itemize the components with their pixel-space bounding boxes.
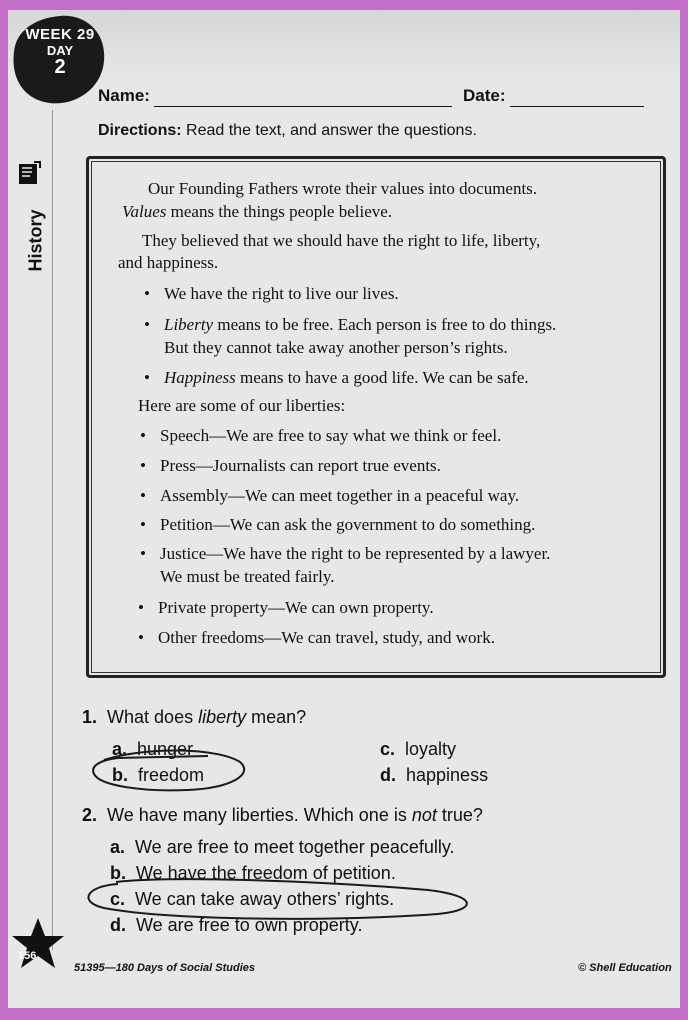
page-number: 156 <box>18 950 37 962</box>
bullet-happiness <box>164 367 529 389</box>
option-letter: c. <box>110 889 126 909</box>
bullet-liberty-cont: But they cannot take away another person’s rights. <box>164 338 508 357</box>
question-1 <box>82 707 306 728</box>
question-number: 2. <box>82 805 98 825</box>
liberty-petition: • Petition—We can ask the government to do something. <box>160 514 535 536</box>
text: true? <box>441 805 483 825</box>
badge-day-number: 2 <box>54 56 66 78</box>
question-number: 1. <box>82 707 98 727</box>
q1-option-c[interactable] <box>380 739 456 760</box>
option-letter: d. <box>380 765 396 785</box>
option-letter: a. <box>112 739 128 759</box>
q2-option-d[interactable] <box>110 915 362 936</box>
q2-option-a[interactable] <box>110 837 455 858</box>
option-text: We can take away others’ rights. <box>135 889 395 909</box>
option-text: We have the freedom of petition. <box>136 863 396 883</box>
option-letter: b. <box>110 863 126 883</box>
liberty-other: • Other freedoms—We can travel, study, and work. <box>158 627 495 649</box>
passage-p2-line1: They believed that we should have the right to life, liberty, <box>142 231 541 250</box>
passage-p2-line2: and happiness. <box>118 253 219 272</box>
text: means to have a good life. We can be safe. <box>240 368 529 387</box>
badge-day: DAY <box>46 43 74 58</box>
q1-option-d[interactable] <box>380 765 488 786</box>
date-label: Date: <box>463 86 506 105</box>
option-text: freedom <box>138 765 205 785</box>
emphasis: Liberty <box>164 315 214 334</box>
option-text: happiness <box>406 765 489 785</box>
option-letter: b. <box>112 765 128 785</box>
publisher: © Shell Education <box>578 962 672 974</box>
liberties-intro: Here are some of our liberties: <box>138 396 346 415</box>
liberty-property: • Private property—We can own property. <box>158 597 434 619</box>
passage-p1-line1: Our Founding Fathers wrote their values into documents. <box>148 179 538 198</box>
page-star-icon <box>10 916 66 972</box>
question-2 <box>82 805 483 826</box>
worksheet-page <box>8 10 680 1008</box>
directions <box>98 122 477 140</box>
book-code: 51395—180 Days of Social Studies <box>74 962 255 974</box>
text: mean? <box>251 707 307 727</box>
option-text: We are free to own property. <box>136 915 363 935</box>
option-text: We are free to meet together peacefully. <box>135 837 455 857</box>
passage-p1-line2 <box>122 201 392 223</box>
text: means the things people believe. <box>170 202 393 221</box>
bullet-liberty <box>164 314 556 336</box>
option-text: loyalty <box>405 739 457 759</box>
emphasis: Happiness <box>164 368 236 387</box>
liberty-justice: • Justice—We have the right to be represented by a lawyer. <box>160 543 550 565</box>
document-icon <box>16 160 42 186</box>
emphasis: liberty <box>198 707 247 727</box>
liberty-press: • Press—Journalists can report true events. <box>160 455 441 477</box>
q1-option-b[interactable] <box>112 765 204 786</box>
q2-option-c[interactable] <box>110 889 394 910</box>
q1-option-a[interactable] <box>112 739 193 760</box>
emphasis: not <box>411 805 437 825</box>
directions-text: Read the text, and answer the questions. <box>186 122 477 139</box>
text: What does <box>107 707 194 727</box>
option-text: hunger <box>137 739 194 759</box>
date-field[interactable] <box>510 106 644 107</box>
emphasis: Values <box>122 202 167 221</box>
bullet-life: • We have the right to live our lives. <box>164 283 399 305</box>
liberty-justice-cont: We must be treated fairly. <box>160 567 335 586</box>
liberty-speech: • Speech—We are free to say what we think or feel. <box>160 425 501 447</box>
name-field[interactable] <box>154 106 452 107</box>
option-letter: d. <box>110 915 126 935</box>
text: means to be free. Each person is free to do things. <box>217 315 557 334</box>
subject-label: History <box>25 209 46 272</box>
q2-option-b[interactable] <box>110 863 396 884</box>
text: We have many liberties. Which one is <box>107 805 407 825</box>
margin-line <box>52 110 53 950</box>
liberty-assembly: • Assembly—We can meet together in a peaceful way. <box>160 485 519 507</box>
directions-label: Directions: <box>98 122 182 139</box>
option-letter: c. <box>380 739 396 759</box>
name-label: Name: <box>98 86 150 105</box>
option-letter: a. <box>110 837 126 857</box>
badge-week: WEEK 29 <box>25 26 95 43</box>
